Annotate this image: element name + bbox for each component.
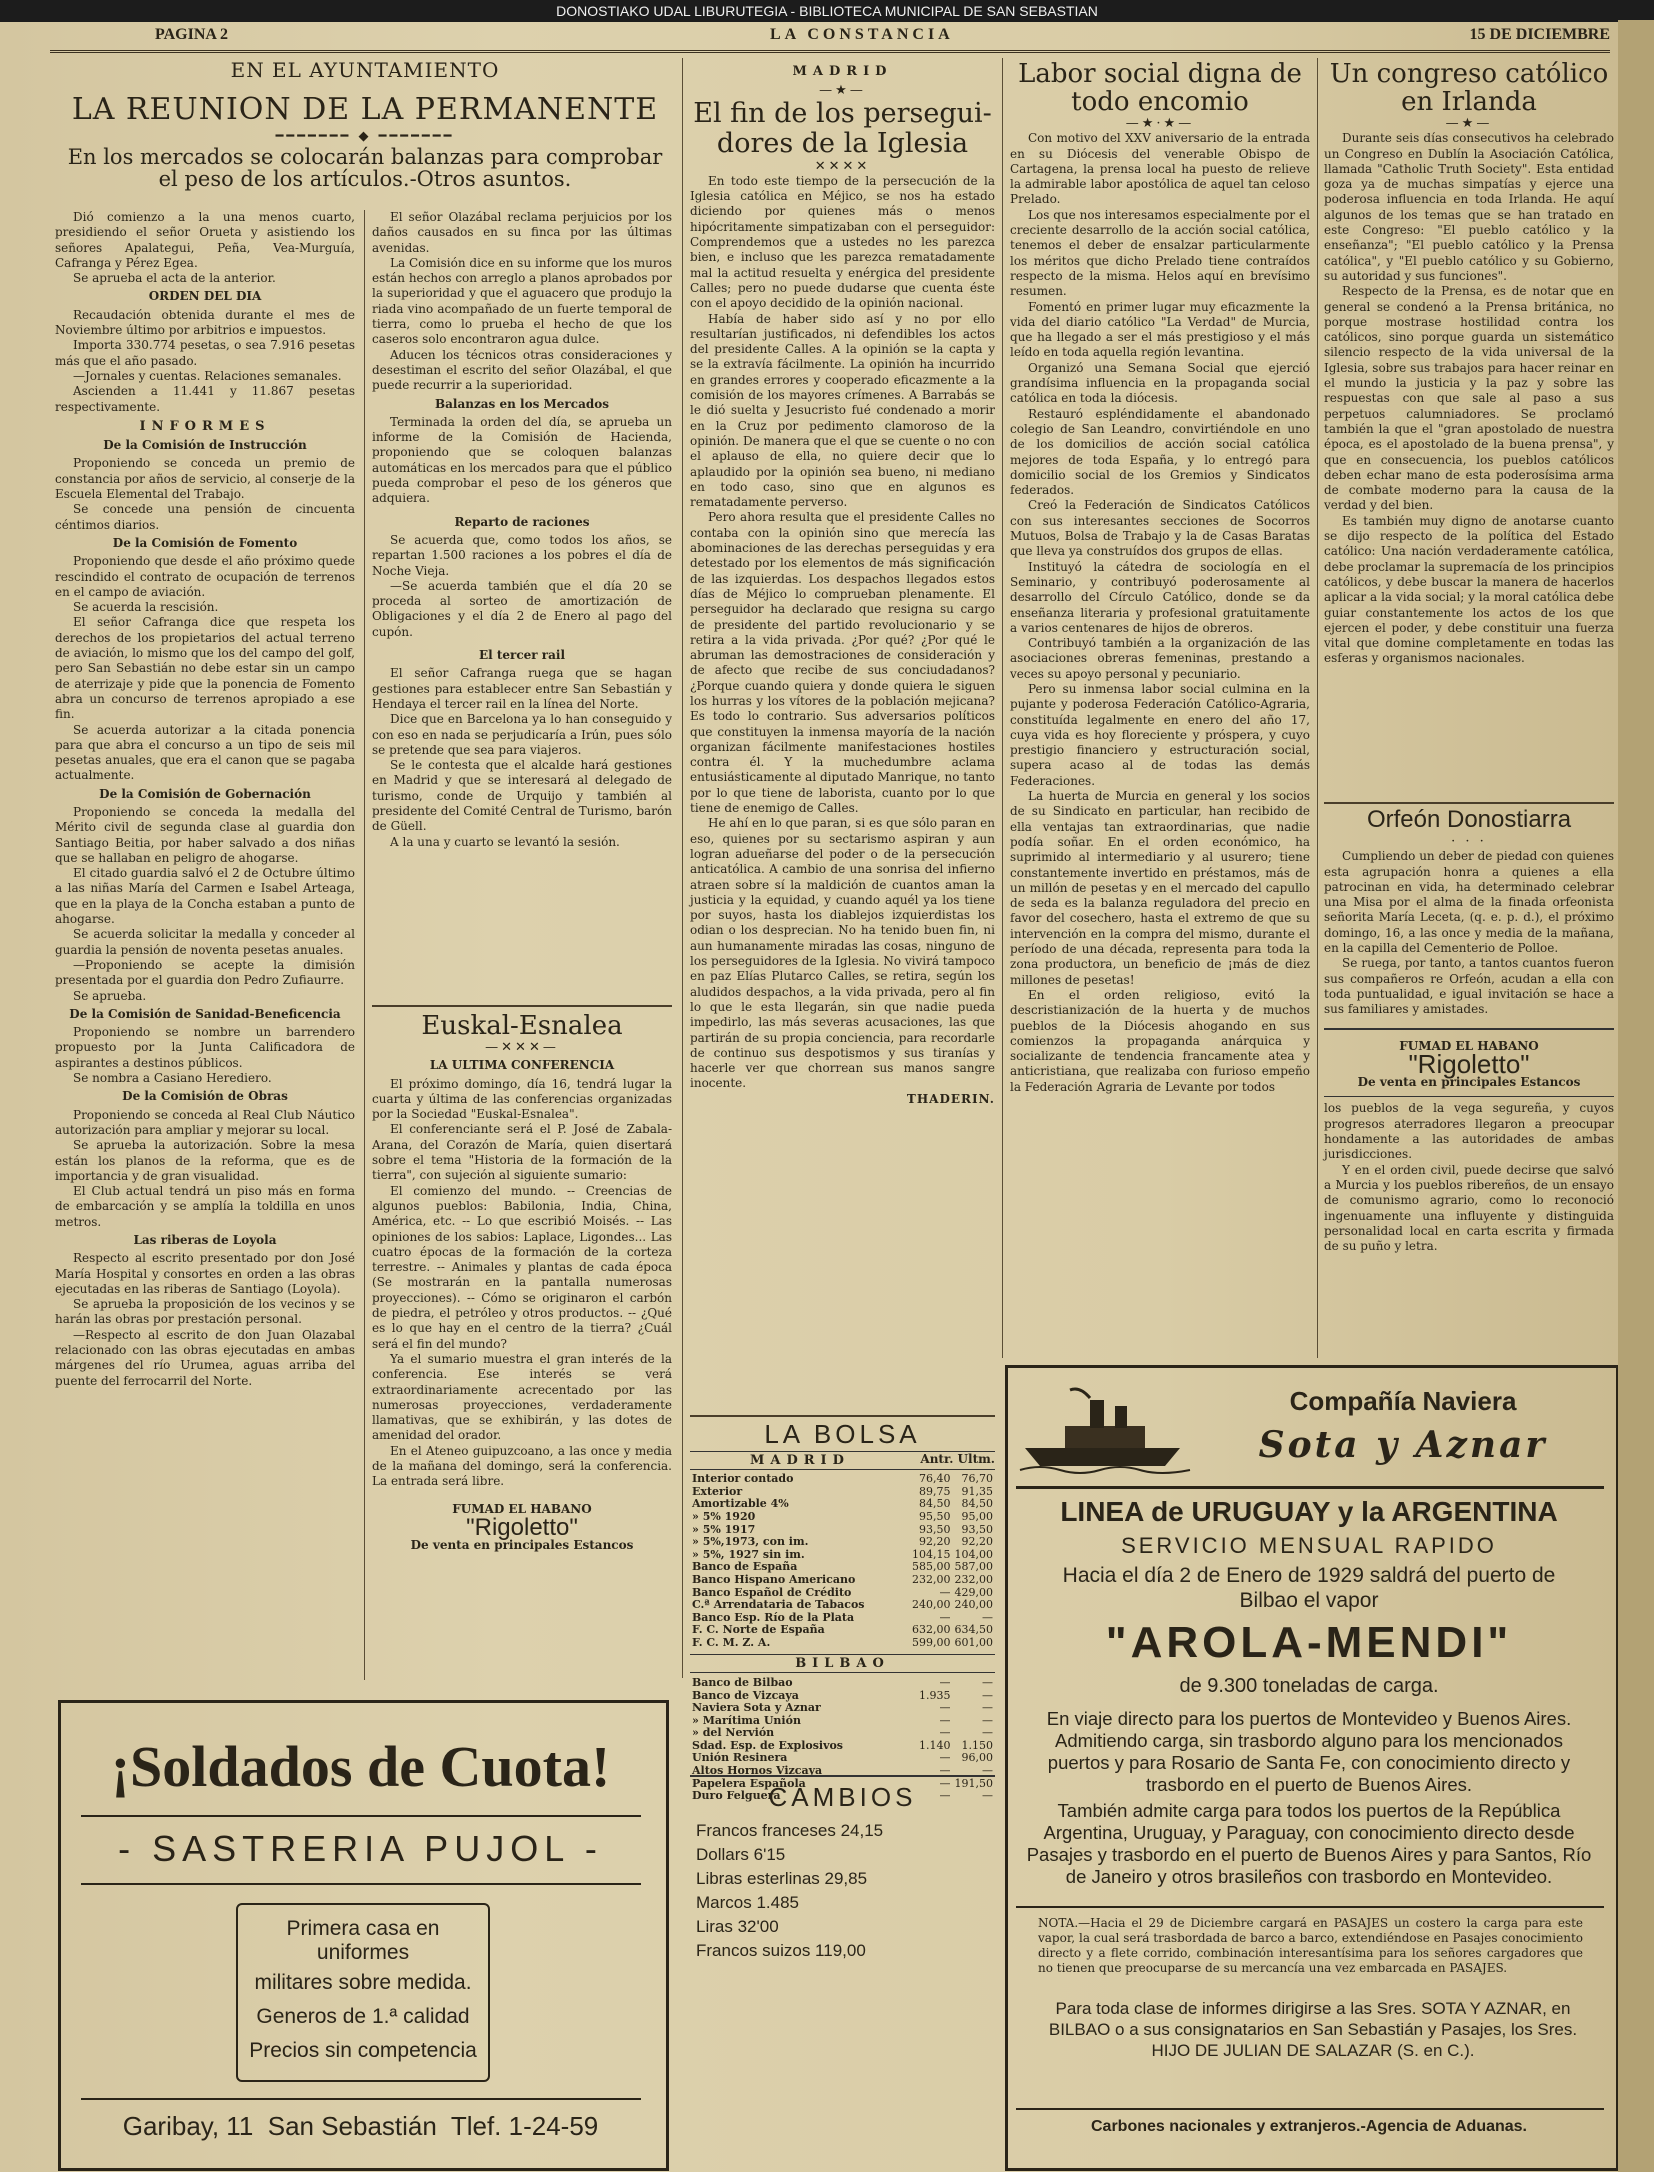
column-ayuntamiento-1 <box>55 210 355 1680</box>
paragraph: Durante seis días consecutivos ha celebrado un Congreso en Dublín la Asociación Católica, llamada "Catholic Truth Society". Esta entidad goza ya de muchas simpatías y ejerce una poderosa influencia en toda Irlanda. He aquí algunos de los temas que se han tratado en este Congreso: "El pueblo católico y la enseñanza"; "El pueblo católico y la Prensa católica", y "El pueblo católico y su Gobierno, su autoridad y sus funciones". <box>1324 131 1614 283</box>
congreso-article <box>1324 60 1614 805</box>
article-title: LA REUNION DE LA PERMANENTE <box>71 92 659 127</box>
shop-name: - SASTRERIA PUJOL - <box>118 1828 603 1869</box>
paragraph: Restauró espléndidamente el abandonado colegio de San Leandro, convirtiéndole en uno de los domicilios de acción social católica mejores de toda España, y lo entregó para domicilio social de los Gremios y Sindicatos federados. <box>1010 406 1310 498</box>
security-name: Altos Hornos Vizcaya <box>692 1764 823 1778</box>
paragraph: Terminada la orden del día, se aprueba un informe de la Comisión de Hacienda, proponiendo que se coloquen balanzas automáticas en los mercados para que el público pueda comprobar el peso de los géneros que adquiera. <box>372 414 672 506</box>
paragraph: Se acuerda que, como todos los años, se repartan 1.500 raciones a los pobres el día de Noche Vieja. <box>372 532 672 578</box>
exchange-rate-row <box>696 1915 995 1939</box>
exchange-rate: 119,00 <box>815 1941 866 1960</box>
bolsa-bilbao-heading: BILBAO <box>690 1654 995 1673</box>
security-name: Banco Esp. Río de la Plata <box>692 1610 855 1624</box>
bolsa-row <box>690 1511 995 1524</box>
paragraph: —Proponiendo se acepte la dimisión presentada por el guardia don Pedro Zufiaurre. <box>55 957 355 988</box>
paragraph: Ascienden a 11.441 y 11.867 pesetas respectivamente. <box>55 384 355 414</box>
ornament: ━━━━━━━ ◆ ━━━━━━━ <box>275 129 455 144</box>
exchange-rate-row <box>696 1939 995 1963</box>
exchange-rate-row <box>696 1843 995 1867</box>
last-price: 1.150 <box>961 1738 993 1752</box>
security-name: » 5%, 1927 sin im. <box>692 1547 805 1561</box>
previous-price: 76,40 <box>919 1472 951 1486</box>
paragraph: Se aprueba la proposición de los vecinos y se harán las obras por prestación personal. <box>55 1297 355 1327</box>
subheading: INFORMES <box>139 418 271 434</box>
madrid-article <box>690 60 995 1390</box>
ad-line: Primera casa en uniformes <box>286 1917 440 1964</box>
exchange-rate: 32'00 <box>737 1917 779 1936</box>
subheading: De la Comisión de Fomento <box>112 535 298 550</box>
paragraph: los pueblos de la vega segureña, y cuyos progresos aterradores llegaron a preocupar hondamente a las autoridades de ambas jurisdicciones. <box>1324 1101 1614 1162</box>
exchange-rate-row <box>696 1891 995 1915</box>
paragraph: En todo este tiempo de la persecución de la Iglesia católica en Méjico, se nos ha estado diciendo por quienes más o menos hipócritamente simpatizaban con el perseguidor: Comprendemos que a ustedes no les parezca bien, e incluso que les parezca rematadamente mal la actitud resuelta y enérgica del presidente Calles; pero no puede dudarse que cuenta éste con el apoyo decidido de la opinión nacional. <box>690 173 995 311</box>
previous-price: 1.935 <box>919 1688 951 1702</box>
exchange-rate: 29,85 <box>824 1869 868 1888</box>
security-name: » 5% 1920 <box>692 1510 756 1524</box>
currency-name: Dollars <box>696 1845 754 1864</box>
paragraph: Se nombra a Casiano Herediero. <box>73 1071 272 1086</box>
last-price: 76,70 <box>961 1472 993 1486</box>
paragraph: Los que nos interesamos especialmente por el creciente desarrollo de la acción social católica, tenemos el deber de ensalzar particularmente los méritos que dicho Prelado tiene contraídos respecto de la misma. Helos aquí en brevísimo resumen. <box>1010 207 1310 299</box>
last-price: — <box>982 1713 993 1727</box>
paragraph: Y en el orden civil, puede decirse que salvó a Murcia y los pueblos ribereños, de un ensayo de comunismo agrario, como lo reconoció ingenuamente una influyente y distinguida personalidad local en carta escrita y firmada de su puño y letra. <box>1324 1162 1614 1254</box>
ad-line: militares sobre medida. <box>254 1971 472 1994</box>
article-deck: En los mercados se colocarán balanzas para comprobar el peso de los artículos.-Otros asuntos. <box>67 145 663 191</box>
previous-price: — <box>939 1776 951 1790</box>
paragraph: Con motivo del XXV aniversario de la entrada en su Diócesis del venerable Obispo de Cartagena, la prensa local ha puesto de relieve la admirable labor apostólica de aquel tan celoso Prelado. <box>1010 131 1310 207</box>
article-title: Un congreso católico en Irlanda <box>1329 59 1609 117</box>
ayuntamiento-header <box>55 58 675 208</box>
naviera-advertisement <box>1005 1365 1619 2171</box>
ad-smoke: FUMAD EL HABANO <box>452 1501 592 1516</box>
cambios-title: CAMBIOS <box>768 1782 917 1812</box>
previous-price: — <box>939 1585 951 1599</box>
security-name: Banco Español de Crédito <box>692 1585 852 1599</box>
shop-address: Garibay, 11 San Sebastián Tlef. 1-24-59 <box>122 2111 599 2141</box>
ad-rule <box>1016 1906 1604 1908</box>
last-price: — <box>982 1610 993 1624</box>
column-rule <box>364 210 365 1680</box>
exchange-rate: 1.485 <box>756 1893 800 1912</box>
route-paragraph: En viaje directo para los puertos de Montevideo y Buenos Aires. Admitiendo carga, sin trasbordo alguno para los mencionados puertos y para Rosario de Santa Fe, con conocimiento directo y trasbordo en el puerto de Buenos Aires. <box>1046 1708 1572 1795</box>
ad-rule <box>81 1883 641 1885</box>
last-price: 429,00 <box>954 1585 993 1599</box>
paragraph: Cumpliendo un deber de piedad con quienes esta agrupación honra a quienes a ella patrocinan en vida, ha determinado celebrar una Misa por el alma de la finada orfeonista señorita María Leceta, (q. e. p. d.), el próximo domingo, 16, a las once y media de la mañana, en la capilla del Cementerio de Polloe. <box>1324 849 1614 956</box>
security-name: Banco de Bilbao <box>692 1675 793 1689</box>
paragraph: —Se acuerda también que el día 20 se proceda al sorteo de amortización de Obligaciones y el día 2 de Enero al pago del cupón. <box>372 578 672 639</box>
bolsa-row <box>690 1637 995 1650</box>
previous-price: 93,50 <box>919 1522 951 1536</box>
ornament: —★·★— <box>1125 116 1195 131</box>
section-rule <box>372 1005 672 1007</box>
previous-price: 89,75 <box>919 1484 951 1498</box>
currency-name: Francos franceses <box>696 1821 841 1840</box>
steamship-icon <box>1020 1378 1190 1478</box>
paragraph: Proponiendo se conceda la medalla del Mérito civil de segunda clase al guardia don Santiago Beitia, por haber salvado a dos niñas que se hallaban en peligro de ahogarse. <box>55 804 355 865</box>
paragraph: Se aprueba el acta de la anterior. <box>73 271 276 286</box>
exchange-rate: 6'15 <box>753 1845 786 1864</box>
section-kicker: MADRID <box>792 64 893 79</box>
ornament: —★— <box>819 83 866 99</box>
ad-headline: ¡Soldados de Cuota! <box>110 1734 611 1799</box>
previous-price: 84,50 <box>919 1497 951 1511</box>
paragraph: Instituyó la cátedra de sociología en el Seminario, y contribuyó poderosamente al desarrollo del Círculo Católico, donde se da enseñanza literaria y profesional gratuitamente a varios centenares de hijos de obreros. <box>1010 559 1310 635</box>
security-name: Unión Resinera <box>692 1751 788 1765</box>
info-paragraph: Para toda clase de informes dirigirse a las Sres. SOTA Y AZNAR, en BILBAO o a sus consignatarios en San Sebastián y Pasajes, los Sres. HIJO DE JULIAN DE SALAZAR (S. en C.). <box>1048 1999 1578 2060</box>
security-name: » Marítima Unión <box>692 1713 801 1727</box>
security-name: Sdad. Esp. de Explosivos <box>692 1738 844 1752</box>
paragraph: El próximo domingo, día 16, tendrá lugar la cuarta y última de las conferencias organizadas por la Sociedad "Euskal-Esnalea". <box>372 1076 672 1122</box>
ad-brand: "Rigoletto" <box>1408 1048 1530 1079</box>
paragraph: Se acuerda solicitar la medalla y conceder al guardia la pensión de noventa pesetas anuales. <box>55 927 355 957</box>
company-brand: Sota y Aznar <box>1258 1424 1548 1466</box>
paragraph: Proponiendo se conceda al Real Club Náutico autorización para ampliar y mejorar su local. <box>55 1107 355 1137</box>
naviera-footer: Carbones nacionales y extranjeros.-Agencia de Aduanas. <box>1091 2118 1527 2135</box>
last-price: 96,00 <box>961 1751 993 1765</box>
paragraph: Se aprueba. <box>73 988 147 1003</box>
bolsa-row <box>690 1599 995 1612</box>
currency-name: Marcos <box>696 1893 757 1912</box>
subheading: ORDEN DEL DIA <box>148 289 262 304</box>
security-name: Interior contado <box>692 1472 794 1486</box>
paragraph: En el orden religioso, evitó la descristianización de la huerta y de muchos pueblos de la Diócesis ahogando en sus comienzos la propaganda anárquica y socializante de tendencia francamente atea y anticristiana, que realizaba con furioso empeño la Federación Agraria de Levante por todos <box>1010 987 1310 1094</box>
paragraph: Proponiendo se conceda un premio de constancia por años de servicio, al conserje de la Escuela Elemental del Trabajo. <box>55 456 355 502</box>
previous-price: — <box>939 1675 951 1689</box>
newspaper-title: LA CONSTANCIA <box>770 26 954 43</box>
previous-price: 1.140 <box>919 1738 951 1752</box>
paragraph: Se acuerda la rescisión. <box>73 600 219 615</box>
line-name: LINEA de URUGUAY y la ARGENTINA <box>1060 1496 1558 1527</box>
bolsa-row <box>690 1473 995 1486</box>
last-price: 104,00 <box>954 1547 993 1561</box>
subheading: De la Comisión de Instrucción <box>103 438 307 453</box>
ad-rule <box>81 2098 641 2100</box>
exchange-rate-row <box>696 1867 995 1891</box>
security-name: Duro Felguera <box>692 1789 781 1803</box>
departure-text: Hacia el día 2 de Enero de 1929 saldrá del puerto de Bilbao el vapor <box>1062 1564 1556 1612</box>
bolsa-row <box>690 1677 995 1690</box>
bolsa-madrid-table <box>690 1473 995 1649</box>
column-ayuntamiento-2 <box>372 210 672 1000</box>
column-rule <box>1002 58 1003 1358</box>
security-name: » 5%,1973, con im. <box>692 1535 809 1549</box>
paragraph: Recaudación obtenida durante el mes de Noviembre último por arbitrios e impuestos. <box>55 307 355 338</box>
masthead <box>50 24 1610 53</box>
last-price: 92,20 <box>961 1535 993 1549</box>
ornament: —★— <box>1445 116 1493 131</box>
ship-illustration <box>1020 1378 1190 1478</box>
security-name: Amortizable 4% <box>692 1497 789 1511</box>
paragraph: Dió comienzo a la una menos cuarto, presidiendo el señor Orueta y asistiendo los señores Apalategui, Peña, Vea-Murguía, Cafranga y Pérez Egea. <box>55 210 355 270</box>
previous-price: 599,00 <box>912 1636 951 1650</box>
subheading: LA ULTIMA CONFERENCIA <box>429 1058 615 1073</box>
previous-price: 95,50 <box>919 1510 951 1524</box>
ornament: —✕✕✕— <box>485 1040 559 1055</box>
ship-name: "AROLA-MENDI" <box>1105 1618 1513 1667</box>
previous-price: — <box>939 1751 951 1765</box>
bolsa-row <box>690 1727 995 1740</box>
section-kicker: EN EL AYUNTAMIENTO <box>230 58 500 82</box>
last-price: 601,00 <box>954 1636 993 1650</box>
orfeon-article <box>1324 806 1614 1366</box>
security-name: Banco de España <box>692 1560 798 1574</box>
previous-price: — <box>939 1726 951 1740</box>
paragraph: A la una y cuarto se levantó la sesión. <box>390 834 620 849</box>
ad-where: De venta en principales Estancos <box>410 1538 634 1553</box>
paragraph: Creó la Federación de Sindicatos Católicos con sus interesantes secciones de Socorros Mutuos, Bolsa de Trabajo y la de Casas Baratas que lleva ya construídos dos grupos de ellas. <box>1010 498 1310 559</box>
previous-price: 585,00 <box>912 1560 951 1574</box>
last-price: — <box>982 1688 993 1702</box>
bolsa-row <box>690 1702 995 1715</box>
last-price: 91,35 <box>961 1484 993 1498</box>
paragraph: Dice que en Barcelona ya lo han conseguido y con eso en nada se perjudicaría a Irún, pues sólo se pretende que sea para viajeros. <box>372 712 672 757</box>
paragraph: El conferenciante será el P. José de Zabala-Arana, del Corazón de María, quien disertará sobre el tema "Historia de la formación de la tierra", con sujeción al siguiente sumario: <box>372 1122 672 1183</box>
currency-name: Francos suizos <box>696 1941 816 1960</box>
last-price: — <box>982 1726 993 1740</box>
archive-banner: DONOSTIAKO UDAL LIBURUTEGIA - BIBLIOTECA MUNICIPAL DE SAN SEBASTIAN <box>0 0 1654 22</box>
ad-badge <box>236 1903 490 2082</box>
paragraph: Se acuerda autorizar a la citada ponencia para que abra el concurso a un tipo de seis mil pesetas anuales, que era el canon que se pagaba actualmente. <box>55 722 355 783</box>
paragraph: El comienzo del mundo. -- Creencias de algunos pueblos: Babilonia, India, China, América, etc. -- Lo que escribió Moisés. -- Las opiniones de los sabios: Laplace, Ligondes... Las cuatro épocas de la formación de la corteza terrestre. -- Animales y plantas de cada época (Se mostrarán en la pantalla numerosas proyecciones). -- Cómo se originaron el carbón de piedra, el petróleo y otros productos. -- ¿Qué es lo que hay en el centro de la tierra? ¿Cuál será el fin del mundo? <box>372 1183 672 1351</box>
subheading: Las riberas de Loyola <box>133 1233 277 1247</box>
security-name: Papelera Española <box>692 1776 806 1790</box>
previous-price: — <box>939 1764 951 1778</box>
previous-price: — <box>939 1610 951 1624</box>
subheading: De la Comisión de Obras <box>122 1089 288 1104</box>
last-price: 93,50 <box>961 1522 993 1536</box>
bolsa-row <box>690 1574 995 1587</box>
last-price: 84,50 <box>961 1497 993 1511</box>
labor-social-article <box>1010 60 1310 1370</box>
ad-rule <box>1016 1486 1604 1489</box>
security-name: Exterior <box>692 1484 743 1498</box>
article-title: Labor social digna de todo encomio <box>1018 59 1302 117</box>
previous-price: — <box>939 1789 951 1803</box>
currency-name: Libras esterlinas <box>696 1869 825 1888</box>
subheading: De la Comisión de Sanidad-Beneficencia <box>69 1006 341 1021</box>
last-price: 232,00 <box>954 1573 993 1587</box>
previous-price: 92,20 <box>919 1535 951 1549</box>
article-title: El fin de los perseguidores de la Iglesia <box>693 97 992 159</box>
ad-line: Generos de 1.ª calidad <box>256 2005 470 2028</box>
paragraph: El señor Cafranga ruega que se hagan gestiones para establecer entre San Sebastián y Hendaya el tercer rail en la línea del Norte. <box>372 666 672 711</box>
previous-price: — <box>939 1713 951 1727</box>
paragraph: La Comisión dice en su informe que los muros están hechos con arreglo a planos aprobados por la superioridad y que el aguacero que produjo la riada vino acompañado de un fuerte temporal de tierra, como lo prueba el hecho de que los caseros solo encontraron agua dulce. <box>372 255 672 347</box>
route-paragraph-2: También admite carga para todos los puertos de la República Argentina, Uruguay, y Paraguay, con conocimiento directo desde Pasajes y trasbordo en el puerto de Buenos Aires y para Santos, Río de Janeiro y otros brasileños con trasbordo en Montevideo. <box>1026 1800 1592 1887</box>
security-name: F. C. Norte de España <box>692 1623 825 1637</box>
last-price: — <box>982 1701 993 1715</box>
paragraph: En el Ateneo guipuzcoano, a las once y media de la mañana del domingo, será la conferencia. La entrada será libre. <box>372 1443 672 1489</box>
paragraph: Se ruega, por tanto, a tantos cuantos fueron sus compañeros re Orfeón, acudan a ella con toda puntualidad, e igual invitación se hace a sus familiares y amistades. <box>1324 956 1614 1017</box>
previous-price: 632,00 <box>912 1623 951 1637</box>
issue-date: 15 DE DICIEMBRE <box>1469 26 1610 43</box>
paragraph: El señor Cafranga dice que respeta los derechos de los propietarios del actual terreno de aviación, lo mismo que los del campo del golf, pero San Sebastián no debe estar sin un campo de aterrizaje y pide que la ponencia de Fomento abra un concurso de terrenos apropiado a ese fin. <box>55 615 355 722</box>
ornament: ✕✕✕✕ <box>814 158 871 174</box>
security-name: » 5% 1917 <box>692 1522 756 1536</box>
paragraph: Contribuyó también a la organización de las asociaciones obreras femeninas, prestando a veces su apoyo personal y pecuniario. <box>1010 636 1310 681</box>
paragraph: Importa 330.774 pesetas, o sea 7.916 pesetas más que el año pasado. <box>55 338 355 368</box>
paragraph: Había de haber sido así y no por ello resultarían justificados, ni defendibles los actos del presidente Calles. A la opinión se la capta y se la extravía fácilmente. La opinión ha incurrido en grandes errores y cooperado eficazmente a la comisión de los mayores crímenes. A Barrabás se le dió suelta y Jesucristo fué condenado a morir en la Cruz por pedimento clamoroso de la opinión. De manera que el que se cuente o no con el aplauso de ella, no quiere decir que lo aplaudido por la opinión sea bueno, ni mediano en todo caso, sino que en algunos es rematadamente perverso. <box>690 311 995 510</box>
last-price: 240,00 <box>954 1598 993 1612</box>
previous-price: 232,00 <box>912 1573 951 1587</box>
bolsa-title: LA BOLSA <box>764 1419 921 1449</box>
column-rule <box>682 58 683 1678</box>
paragraph: Proponiendo que desde el año próximo quede rescindido el contrato de ocupación de terrenos en el campo de aviación. <box>55 554 355 599</box>
section-rule <box>690 1415 995 1417</box>
ad-rule <box>81 1815 641 1817</box>
previous-price: — <box>939 1701 951 1715</box>
previous-price: 240,00 <box>912 1598 951 1612</box>
last-price: — <box>982 1764 993 1778</box>
security-name: Naviera Sota y Aznar <box>692 1701 821 1715</box>
exchange-rate: 24,15 <box>840 1821 884 1840</box>
paragraph: —Jornales y cuentas. Relaciones semanales. <box>73 368 342 383</box>
ad-line: Precios sin competencia <box>249 2039 477 2062</box>
paragraph: Respecto de la Prensa, es de notar que en general se condenó a la Prensa británica, no porque mostrase hostilidad contra los católicos, sino porque guarda un sistemático silencio respecto de la vida universal de la Iglesia, sobre sus trabajos para hacer reinar en el mundo la justicia y la paz y sobre las respuestas con que sale al paso a sus perpetuos calumniadores. Se proclamó también la que el "gran apostolado de nuestra época, es el apostolado de la buena prensa", y que en consecuencia, los pueblos católicos deben echar mano de esta poderosísima arma de combate moderno para la causa de la verdad y del bien. <box>1324 284 1614 513</box>
ship-tonnage: de 9.300 toneladas de carga. <box>1179 1675 1439 1697</box>
page-number: PAGINA 2 <box>155 26 229 43</box>
ad-brand: "Rigoletto" <box>466 1513 578 1541</box>
page-edge <box>1618 20 1654 2172</box>
security-name: C.ª Arrendataria de Tabacos <box>692 1598 865 1612</box>
paragraph: Se concede una pensión de cincuenta céntimos diarios. <box>55 502 355 532</box>
company-name: Compañía Naviera <box>1289 1386 1517 1416</box>
security-name: F. C. M. Z. A. <box>692 1636 771 1650</box>
section-rule <box>1324 802 1614 804</box>
exchange-rate-row <box>696 1819 995 1843</box>
column-rule <box>1317 58 1318 1358</box>
bolsa-madrid-heading: MADRID <box>750 1453 850 1468</box>
bolsa-row <box>690 1536 995 1549</box>
paragraph: Pero ahora resulta que el presidente Calles no contaba con la opinión sino que merecía las abominaciones de las derechas perseguidas y era detestado por los elementos de más significación de las izquierdas. Los despachos llegados estos días de Méjico lo comprueban plenamente. El perseguidor ha declarado que resigna su cargo de presidente del partido revolucionario y se retira a la vida privada. ¿Por qué? ¿Por qué le abruman las demostraciones de consideración y de afecto que recibe de sus conciudadanos? ¿Porque cuando quiera y donde quiera le siguen los hurras y los vítores de la población mejicana? Es todo lo contrario. Sus adversarios políticos que constituyen la inmensa mayoría de la nación organizan fácilmente manifestaciones hostiles contra él. Y la muchedumbre aclama entusiásticamente al diputado Manrique, no tanto por lo que tiene de laborista, cuanto por lo que tiene de enemigo de Calles. <box>690 510 996 816</box>
service-name: SERVICIO MENSUAL RAPIDO <box>1121 1533 1497 1558</box>
cambios-list <box>690 1819 995 1963</box>
paragraph: Respecto al escrito presentado por don José María Hospital y consortes en orden a las obras ejecutadas en las riberas de Santiago (Loyola). <box>55 1251 355 1296</box>
paragraph: Proponiendo se nombre un barrendero propuesto por la Junta Calificadora de aspirantes a destinos públicos. <box>55 1025 355 1070</box>
last-price: — <box>982 1789 993 1803</box>
subheading: Reparto de raciones <box>454 514 590 529</box>
paragraph: El citado guardia salvó el 2 de Octubre último a las niñas María del Carmen e Isabel Arteaga, que en la playa de la Concha estaban a punto de ahogarse. <box>55 866 355 927</box>
paragraph: El Club actual tendrá un piso más en forma de embarcación y se amplía la toldilla en unos metros. <box>55 1184 355 1229</box>
security-name: Banco Hispano Americano <box>692 1573 856 1587</box>
last-price: 191,50 <box>954 1776 993 1790</box>
paragraph: Se aprueba la autorización. Sobre la mesa están los planos de la reforma, que es de importancia y de gran visualidad. <box>55 1138 355 1183</box>
ad-rule <box>1016 2108 1604 2110</box>
ornament: · · · <box>1451 834 1487 849</box>
paragraph: El señor Olazábal reclama perjuicios por los daños causados en su finca por las últimas avenidas. <box>372 210 672 255</box>
last-price: 587,00 <box>954 1560 993 1574</box>
security-name: Banco de Vizcaya <box>692 1688 799 1702</box>
article-title: Orfeón Donostiarra <box>1366 806 1572 833</box>
paragraph: Se le contesta que el alcalde hará gestiones en Madrid y que se interesará al delegado de turismo, conde de Urquijo y también al presidente del Comité Central de Turismo, barón de Güell. <box>372 758 672 834</box>
ad-where: De venta en principales Estancos <box>1357 1075 1581 1090</box>
article-title: Euskal-Esnalea <box>421 1011 623 1041</box>
paragraph: —Respecto al escrito de don Juan Olazabal relacionado con las obras ejecutadas en ambas márgenes del río Urumea, aguas arriba del puente del ferrocarril del Norte. <box>55 1327 355 1388</box>
subheading: Balanzas en los Mercados <box>434 396 609 411</box>
subheading: El tercer rail <box>478 648 566 663</box>
paragraph: Aducen los técnicos otras consideraciones y desestiman el escrito del señor Olazábal, el que puede recurrir a la superioridad. <box>372 347 672 393</box>
pujol-advertisement <box>58 1700 669 2171</box>
paragraph: Pero su inmensa labor social culmina en la pujante y poderosa Federación Católico-Agraria, constituída legalmente en enero del año 17, cuya vida es hoy floreciente y próspera, y cuyo prestigio financiero y estructuración social, supera acaso al de todas las demás Federaciones. <box>1010 681 1310 788</box>
currency-name: Liras <box>696 1917 738 1936</box>
last-price: — <box>982 1675 993 1689</box>
paragraph: Fomentó en primer lugar muy eficazmente la vida del diario católico "La Verdad" de Murcia, que ha llegado a ser el más prestigioso y el más leído en toda aquella región levantina. <box>1010 299 1310 360</box>
bolsa-column-heading: Antr. Ultm. <box>920 1452 995 1466</box>
euskal-esnalea-article <box>372 1012 672 1682</box>
paragraph: Ya el sumario muestra el gran interés de la conferencia. Ese interés se verá extraordinariamente acrecentado por las numerosas proyecciones, verdaderamente llamativas, que se exhibirán, y las dotes de amenidad del orador. <box>372 1351 672 1443</box>
last-price: 95,00 <box>961 1510 993 1524</box>
security-name: » del Nervión <box>692 1726 775 1740</box>
paragraph: He ahí en lo que paran, si es que sólo paran en eso, quienes por su sectarismo aspiran y aun logran adueñarse del poder o de la persecución anticatólica. A cambio de una sonrisa del infierno atraen sobre sí la maldición de cuantos aman la justicia y la equidad, y cuando aquél ya los tiene por suyos, hasta los diablejos izquierdistas los odian o los desprecian. No ha tenido buen fin, ni aun humanamente miradas las cosas, ninguno de los perseguidores de la Iglesia. No vivirá tampoco en paz Elías Plutarco Calles, se retira, según los aludidos despachos, a la vida privada, pero al fin lo que le esta llegarán, sin que nadie pueda impedirlo, las más severas acusaciones, las que partirán de su propia conciencia, para recordarle de continuo sus despotismos y sus tiranías y hacerle ver que chorrean sus manos sangre inocente. <box>690 816 996 1091</box>
signature: THADERIN. <box>906 1091 995 1106</box>
ad-smoke: FUMAD EL HABANO <box>1399 1038 1539 1053</box>
paragraph: La huerta de Murcia en general y los socios de su Sindicato en particular, han recibido de ella ventajas tan extraordinarias, que nadie podía soñar. En el orden económico, ha suprimido al intermediario y al usurero; tiene constantemente invertido en préstamos, más de un millón de pesetas y en el mercado del capullo de seda es la balanza reguladora del precio en favor del cosechero, hasta el extremo de que su intervención en la compra del mismo, durante el período de una década, representa para toda la zona productora, un beneficio de ¡más de diez millones de pesetas! <box>1010 789 1310 987</box>
cambios-section <box>690 1775 995 2172</box>
paragraph: Es también muy digno de anotarse cuanto se dijo respecto de la política del Estado católico: Una nación verdaderamente católica, debe proclamar la supremacía de los principios católicos, y debe buscar la manera de hacerlos aplicar a la vida social; y la moral católica debe guiar constantemente los actos de los que ejercen el poder, y debe constituir una fuerza vital que domine completamente en todas las esferas y organismos nacionales. <box>1324 513 1614 666</box>
last-price: 634,50 <box>954 1623 993 1637</box>
subheading: De la Comisión de Gobernación <box>99 786 311 801</box>
paragraph: Organizó una Semana Social que ejerció grandísima influencia en la propaganda social católica en toda la diócesis. <box>1010 360 1310 406</box>
nota-paragraph: NOTA.—Hacia el 29 de Diciembre cargará en PASAJES un costero la carga para este vapor, la cual será trasbordada de barco a barco, extendiéndose en Pasajes conocimiento directo y a flete corrido, combinación interesantísima para los señores cargadores que no tienen que preocuparse de su mercancía una vez embarcada en PASAJES. <box>1038 1916 1583 1975</box>
previous-price: 104,15 <box>912 1547 951 1561</box>
